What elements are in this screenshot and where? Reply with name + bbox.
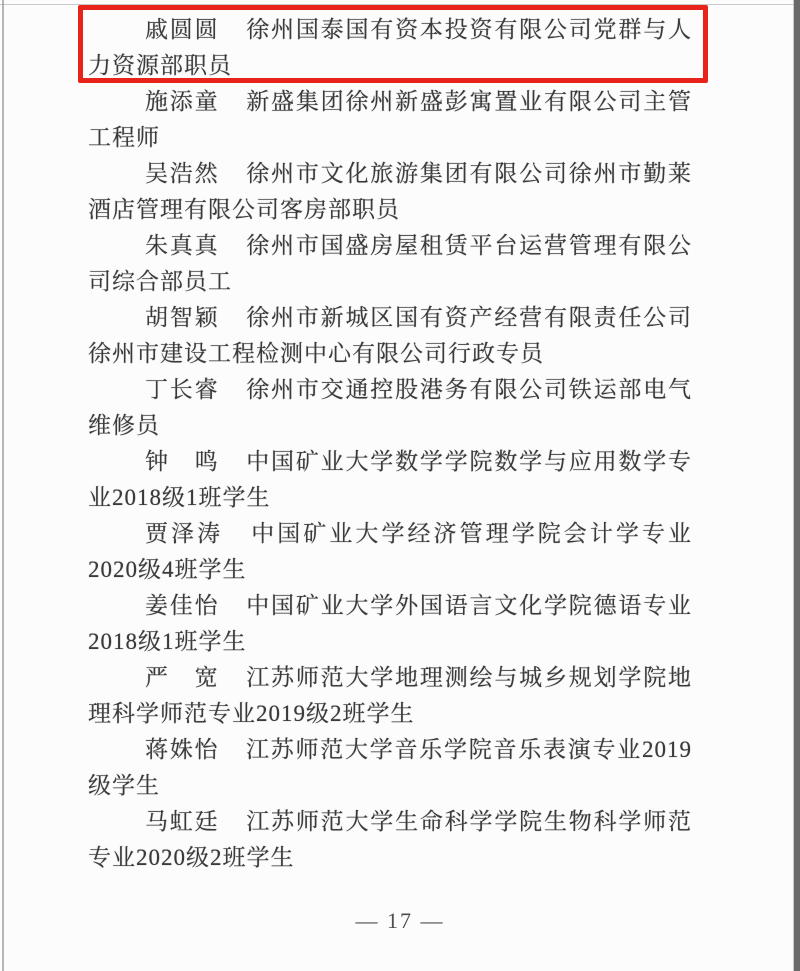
list-item bbox=[88, 444, 692, 516]
person-description: 徐州市国盛房屋租赁平台运营管理有限公司综合部员工 bbox=[88, 233, 693, 294]
list-item bbox=[88, 732, 692, 804]
list-item bbox=[88, 660, 692, 732]
list-item bbox=[88, 804, 692, 876]
person-name: 胡智颖 bbox=[145, 305, 220, 330]
person-description: 江苏师范大学地理测绘与城乡规划学院地理科学师范专业2019级2班学生 bbox=[88, 665, 693, 726]
list-item bbox=[88, 156, 692, 228]
person-name: 施添童 bbox=[145, 89, 220, 114]
person-name: 朱真真 bbox=[145, 233, 220, 258]
person-name: 姜佳怡 bbox=[145, 593, 220, 618]
list-item bbox=[88, 228, 692, 300]
person-description: 新盛集团徐州新盛彭寓置业有限公司主管工程师 bbox=[88, 89, 693, 150]
person-description: 徐州国泰国有资本投资有限公司党群与人力资源部职员 bbox=[88, 17, 693, 78]
person-description: 徐州市新城区国有资产经营有限责任公司徐州市建设工程检测中心有限公司行政专员 bbox=[88, 305, 693, 366]
person-name: 贾泽涛 bbox=[145, 521, 224, 546]
person-name: 丁长睿 bbox=[145, 377, 220, 402]
person-name: 严 宽 bbox=[145, 665, 220, 690]
page-number: — 17 — bbox=[355, 908, 445, 933]
person-description: 中国矿业大学经济管理学院会计学专业2020级4班学生 bbox=[88, 521, 693, 582]
person-description: 中国矿业大学外国语言文化学院德语专业2018级1班学生 bbox=[88, 593, 693, 654]
person-description: 江苏师范大学音乐学院音乐表演专业2019级学生 bbox=[88, 737, 692, 798]
person-description: 中国矿业大学数学学院数学与应用数学专业2018级1班学生 bbox=[88, 449, 693, 510]
person-description: 江苏师范大学生命科学学院生物科学师范专业2020级2班学生 bbox=[88, 809, 693, 870]
person-name: 吴浩然 bbox=[145, 161, 220, 186]
person-name: 蒋姝怡 bbox=[145, 737, 220, 762]
person-name: 钟 鸣 bbox=[145, 449, 220, 474]
list-item bbox=[88, 12, 692, 84]
scan-edge-top bbox=[0, 4, 800, 5]
entries-list bbox=[88, 12, 692, 876]
list-item bbox=[88, 84, 692, 156]
person-name: 戚圆圆 bbox=[145, 17, 220, 42]
list-item bbox=[88, 300, 692, 372]
person-name: 马虹廷 bbox=[145, 809, 220, 834]
scan-edge-left bbox=[2, 0, 4, 971]
list-item bbox=[88, 588, 692, 660]
scan-edge-right bbox=[793, 0, 800, 971]
list-item bbox=[88, 516, 692, 588]
person-description: 徐州市文化旅游集团有限公司徐州市勤莱酒店管理有限公司客房部职员 bbox=[88, 161, 693, 222]
list-item bbox=[88, 372, 692, 444]
person-description: 徐州市交通控股港务有限公司铁运部电气维修员 bbox=[88, 377, 693, 438]
